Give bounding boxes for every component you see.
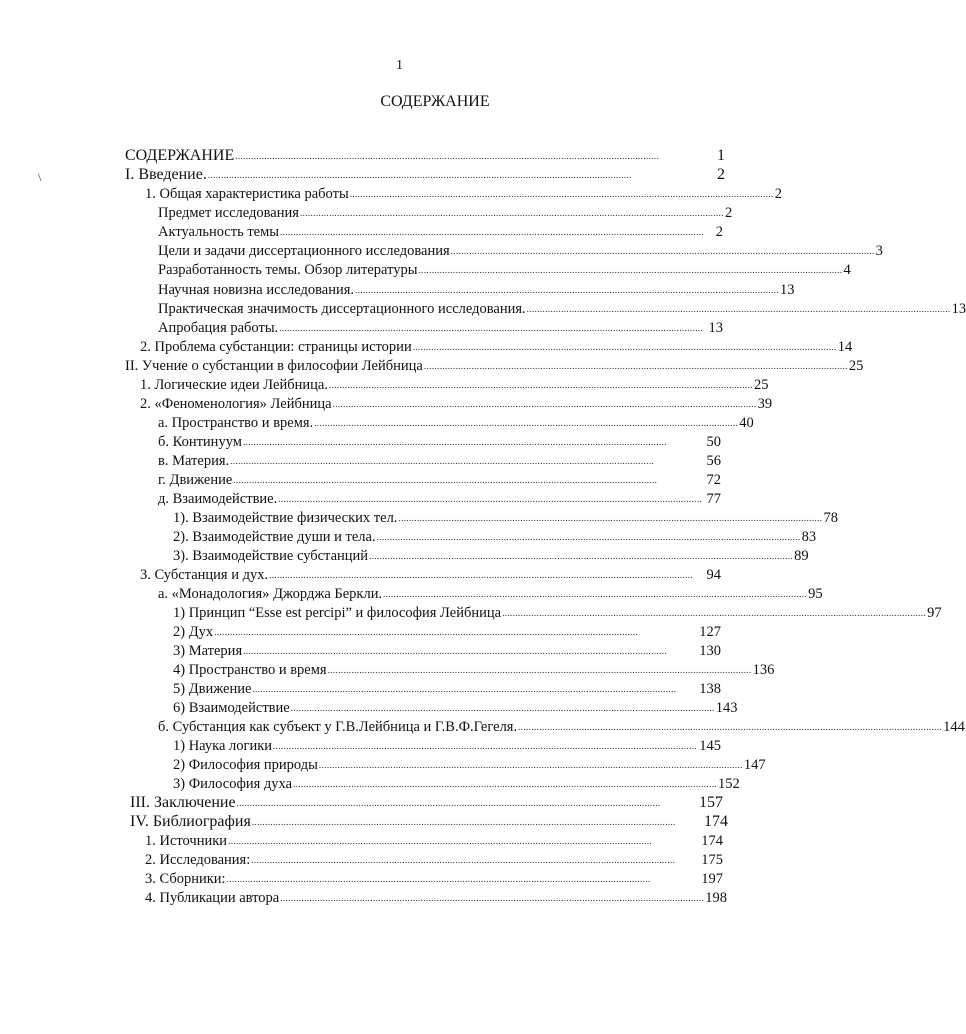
- dot-leader: ................................................................................................................................................................: [230, 456, 655, 466]
- toc-entry[interactable]: 2) Философия природы ................................................................................................................................................................ 147: [173, 757, 766, 773]
- dot-leader: ................................................................................................................................................................: [243, 646, 668, 656]
- toc-entry[interactable]: 3) Философия духа ................................................................................................................................................................ 152: [173, 776, 740, 792]
- dot-leader: ................................................................................................................................................................: [349, 189, 774, 199]
- dot-leader: ................................................................................................................................................................: [423, 361, 848, 371]
- toc-entry[interactable]: д. Взаимодействие. ................................................................................................................................................................ 77: [158, 491, 721, 507]
- toc-entry[interactable]: Цели и задачи диссертационного исследования ................................................................................................................................................................ 3: [158, 243, 883, 259]
- dot-leader: ................................................................................................................................................................: [318, 760, 743, 770]
- toc-entry[interactable]: Практическая значимость диссертационного исследования. ................................................................................................................................................................ 13: [158, 301, 966, 317]
- toc-entry[interactable]: 2. Исследования: ................................................................................................................................................................ 175: [145, 852, 723, 868]
- dot-leader: ................................................................................................................................................................: [236, 798, 661, 808]
- toc-entry[interactable]: III. Заключение ................................................................................................................................................................ 157: [130, 794, 723, 811]
- toc-entry[interactable]: 1. Общая характеристика работы ................................................................................................................................................................ 2: [145, 186, 782, 202]
- toc-entry[interactable]: 1. Логические идеи Лейбница. ................................................................................................................................................................ 25: [140, 377, 769, 393]
- toc-entry[interactable]: 6) Взаимодействие ................................................................................................................................................................ 143: [173, 700, 738, 716]
- toc-entry[interactable]: 3). Взаимодействие субстанций ................................................................................................................................................................ 89: [173, 548, 809, 564]
- dot-leader: ................................................................................................................................................................: [293, 779, 718, 789]
- dot-leader: ................................................................................................................................................................: [251, 855, 676, 865]
- dot-leader: ................................................................................................................................................................: [369, 551, 794, 561]
- dot-leader: ................................................................................................................................................................: [252, 684, 677, 694]
- dot-leader: ................................................................................................................................................................: [290, 703, 715, 713]
- page-number: 1: [396, 58, 403, 73]
- dot-leader: ................................................................................................................................................................: [233, 475, 658, 485]
- toc-entry[interactable]: II. Учение о субстанции в философии Лейбница ................................................................................................................................................................ 25: [125, 358, 864, 374]
- dot-leader: ................................................................................................................................................................: [502, 608, 927, 618]
- dot-leader: ................................................................................................................................................................: [412, 342, 837, 352]
- dot-leader: ................................................................................................................................................................: [279, 323, 704, 333]
- dot-leader: ................................................................................................................................................................: [280, 227, 705, 237]
- dot-leader: ................................................................................................................................................................: [299, 208, 724, 218]
- toc-entry[interactable]: г. Движение ................................................................................................................................................................ 72: [158, 472, 721, 488]
- toc-entry[interactable]: б. Субстанция как субъект у Г.В.Лейбница и Г.В.Ф.Гегеля. ................................................................................................................................................................ 144: [158, 719, 965, 735]
- dot-leader: ................................................................................................................................................................: [328, 380, 753, 390]
- dot-leader: ................................................................................................................................................................: [226, 874, 651, 884]
- toc-entry[interactable]: 1) Принцип “Esse est percipi” и философия Лейбница ................................................................................................................................................................ 97: [173, 605, 942, 621]
- dot-leader: ................................................................................................................................................................: [398, 513, 823, 523]
- toc-entry[interactable]: Разработанность темы. Обзор литературы ................................................................................................................................................................ 4: [158, 262, 851, 278]
- toc-entry[interactable]: 1). Взаимодействие физических тел. ................................................................................................................................................................ 78: [173, 510, 838, 526]
- toc-entry[interactable]: СОДЕРЖАНИЕ ................................................................................................................................................................ 1: [125, 147, 725, 164]
- toc-entry[interactable]: 3. Сборники: ................................................................................................................................................................ 197: [145, 871, 723, 887]
- toc-entry[interactable]: 1. Источники ................................................................................................................................................................ 174: [145, 833, 723, 849]
- dot-leader: ................................................................................................................................................................: [207, 170, 632, 180]
- dot-leader: ................................................................................................................................................................: [314, 418, 739, 428]
- toc-entry[interactable]: 1) Наука логики ................................................................................................................................................................ 145: [173, 738, 721, 754]
- dot-leader: ................................................................................................................................................................: [269, 570, 694, 580]
- dot-leader: ................................................................................................................................................................: [526, 304, 951, 314]
- toc-entry[interactable]: Актуальность темы ................................................................................................................................................................ 2: [158, 224, 723, 240]
- toc-entry[interactable]: а. «Монадология» Джорджа Беркли. ................................................................................................................................................................ 95: [158, 586, 823, 602]
- dot-leader: ................................................................................................................................................................: [242, 437, 667, 447]
- dot-leader: ................................................................................................................................................................: [278, 494, 703, 504]
- toc-entry[interactable]: Предмет исследования ................................................................................................................................................................ 2: [158, 205, 733, 221]
- toc-entry[interactable]: Апробация работы. ................................................................................................................................................................ 13: [158, 320, 723, 336]
- dot-leader: ................................................................................................................................................................: [376, 532, 801, 542]
- dot-leader: ................................................................................................................................................................: [355, 285, 780, 295]
- dot-leader: ................................................................................................................................................................: [327, 665, 752, 675]
- toc-entry[interactable]: а. Пространство и время. ................................................................................................................................................................ 40: [158, 415, 754, 431]
- toc-entry[interactable]: IV. Библиография ................................................................................................................................................................ 174: [130, 813, 728, 830]
- dot-leader: ................................................................................................................................................................: [418, 265, 843, 275]
- toc-entry[interactable]: 2. «Феноменология» Лейбница ................................................................................................................................................................ 39: [140, 396, 773, 412]
- dot-leader: ................................................................................................................................................................: [228, 836, 653, 846]
- dot-leader: ................................................................................................................................................................: [518, 722, 943, 732]
- page-title: СОДЕРЖАНИЕ: [380, 93, 490, 110]
- toc-entry[interactable]: Научная новизна исследования. ................................................................................................................................................................ 13: [158, 282, 795, 298]
- toc-entry[interactable]: 4. Публикации автора ................................................................................................................................................................ 198: [145, 890, 727, 906]
- toc-entry[interactable]: 2). Взаимодействие души и тела. ................................................................................................................................................................ 83: [173, 529, 817, 545]
- dot-leader: ................................................................................................................................................................: [235, 151, 660, 161]
- toc-entry[interactable]: 4) Пространство и время ................................................................................................................................................................ 136: [173, 662, 775, 678]
- scan-mark: \: [38, 170, 42, 184]
- toc-entry[interactable]: 3) Материя ................................................................................................................................................................ 130: [173, 643, 721, 659]
- dot-leader: ................................................................................................................................................................: [280, 893, 705, 903]
- dot-leader: ................................................................................................................................................................: [450, 246, 875, 256]
- toc-entry[interactable]: б. Континуум ................................................................................................................................................................ 50: [158, 434, 721, 450]
- toc-entry[interactable]: 3. Субстанция и дух. ................................................................................................................................................................ 94: [140, 567, 721, 583]
- dot-leader: ................................................................................................................................................................: [383, 589, 808, 599]
- toc-entry[interactable]: в. Материя. ................................................................................................................................................................ 56: [158, 453, 721, 469]
- dot-leader: ................................................................................................................................................................: [214, 627, 639, 637]
- toc-entry[interactable]: I. Введение. ................................................................................................................................................................ 2: [125, 166, 725, 183]
- toc-entry[interactable]: 5) Движение ................................................................................................................................................................ 138: [173, 681, 721, 697]
- toc-entry[interactable]: 2. Проблема субстанции: страницы истории ................................................................................................................................................................ 14: [140, 339, 853, 355]
- dot-leader: ................................................................................................................................................................: [332, 399, 757, 409]
- toc-entry[interactable]: 2) Дух ................................................................................................................................................................ 127: [173, 624, 721, 640]
- dot-leader: ................................................................................................................................................................: [273, 741, 698, 751]
- dot-leader: ................................................................................................................................................................: [251, 817, 676, 827]
